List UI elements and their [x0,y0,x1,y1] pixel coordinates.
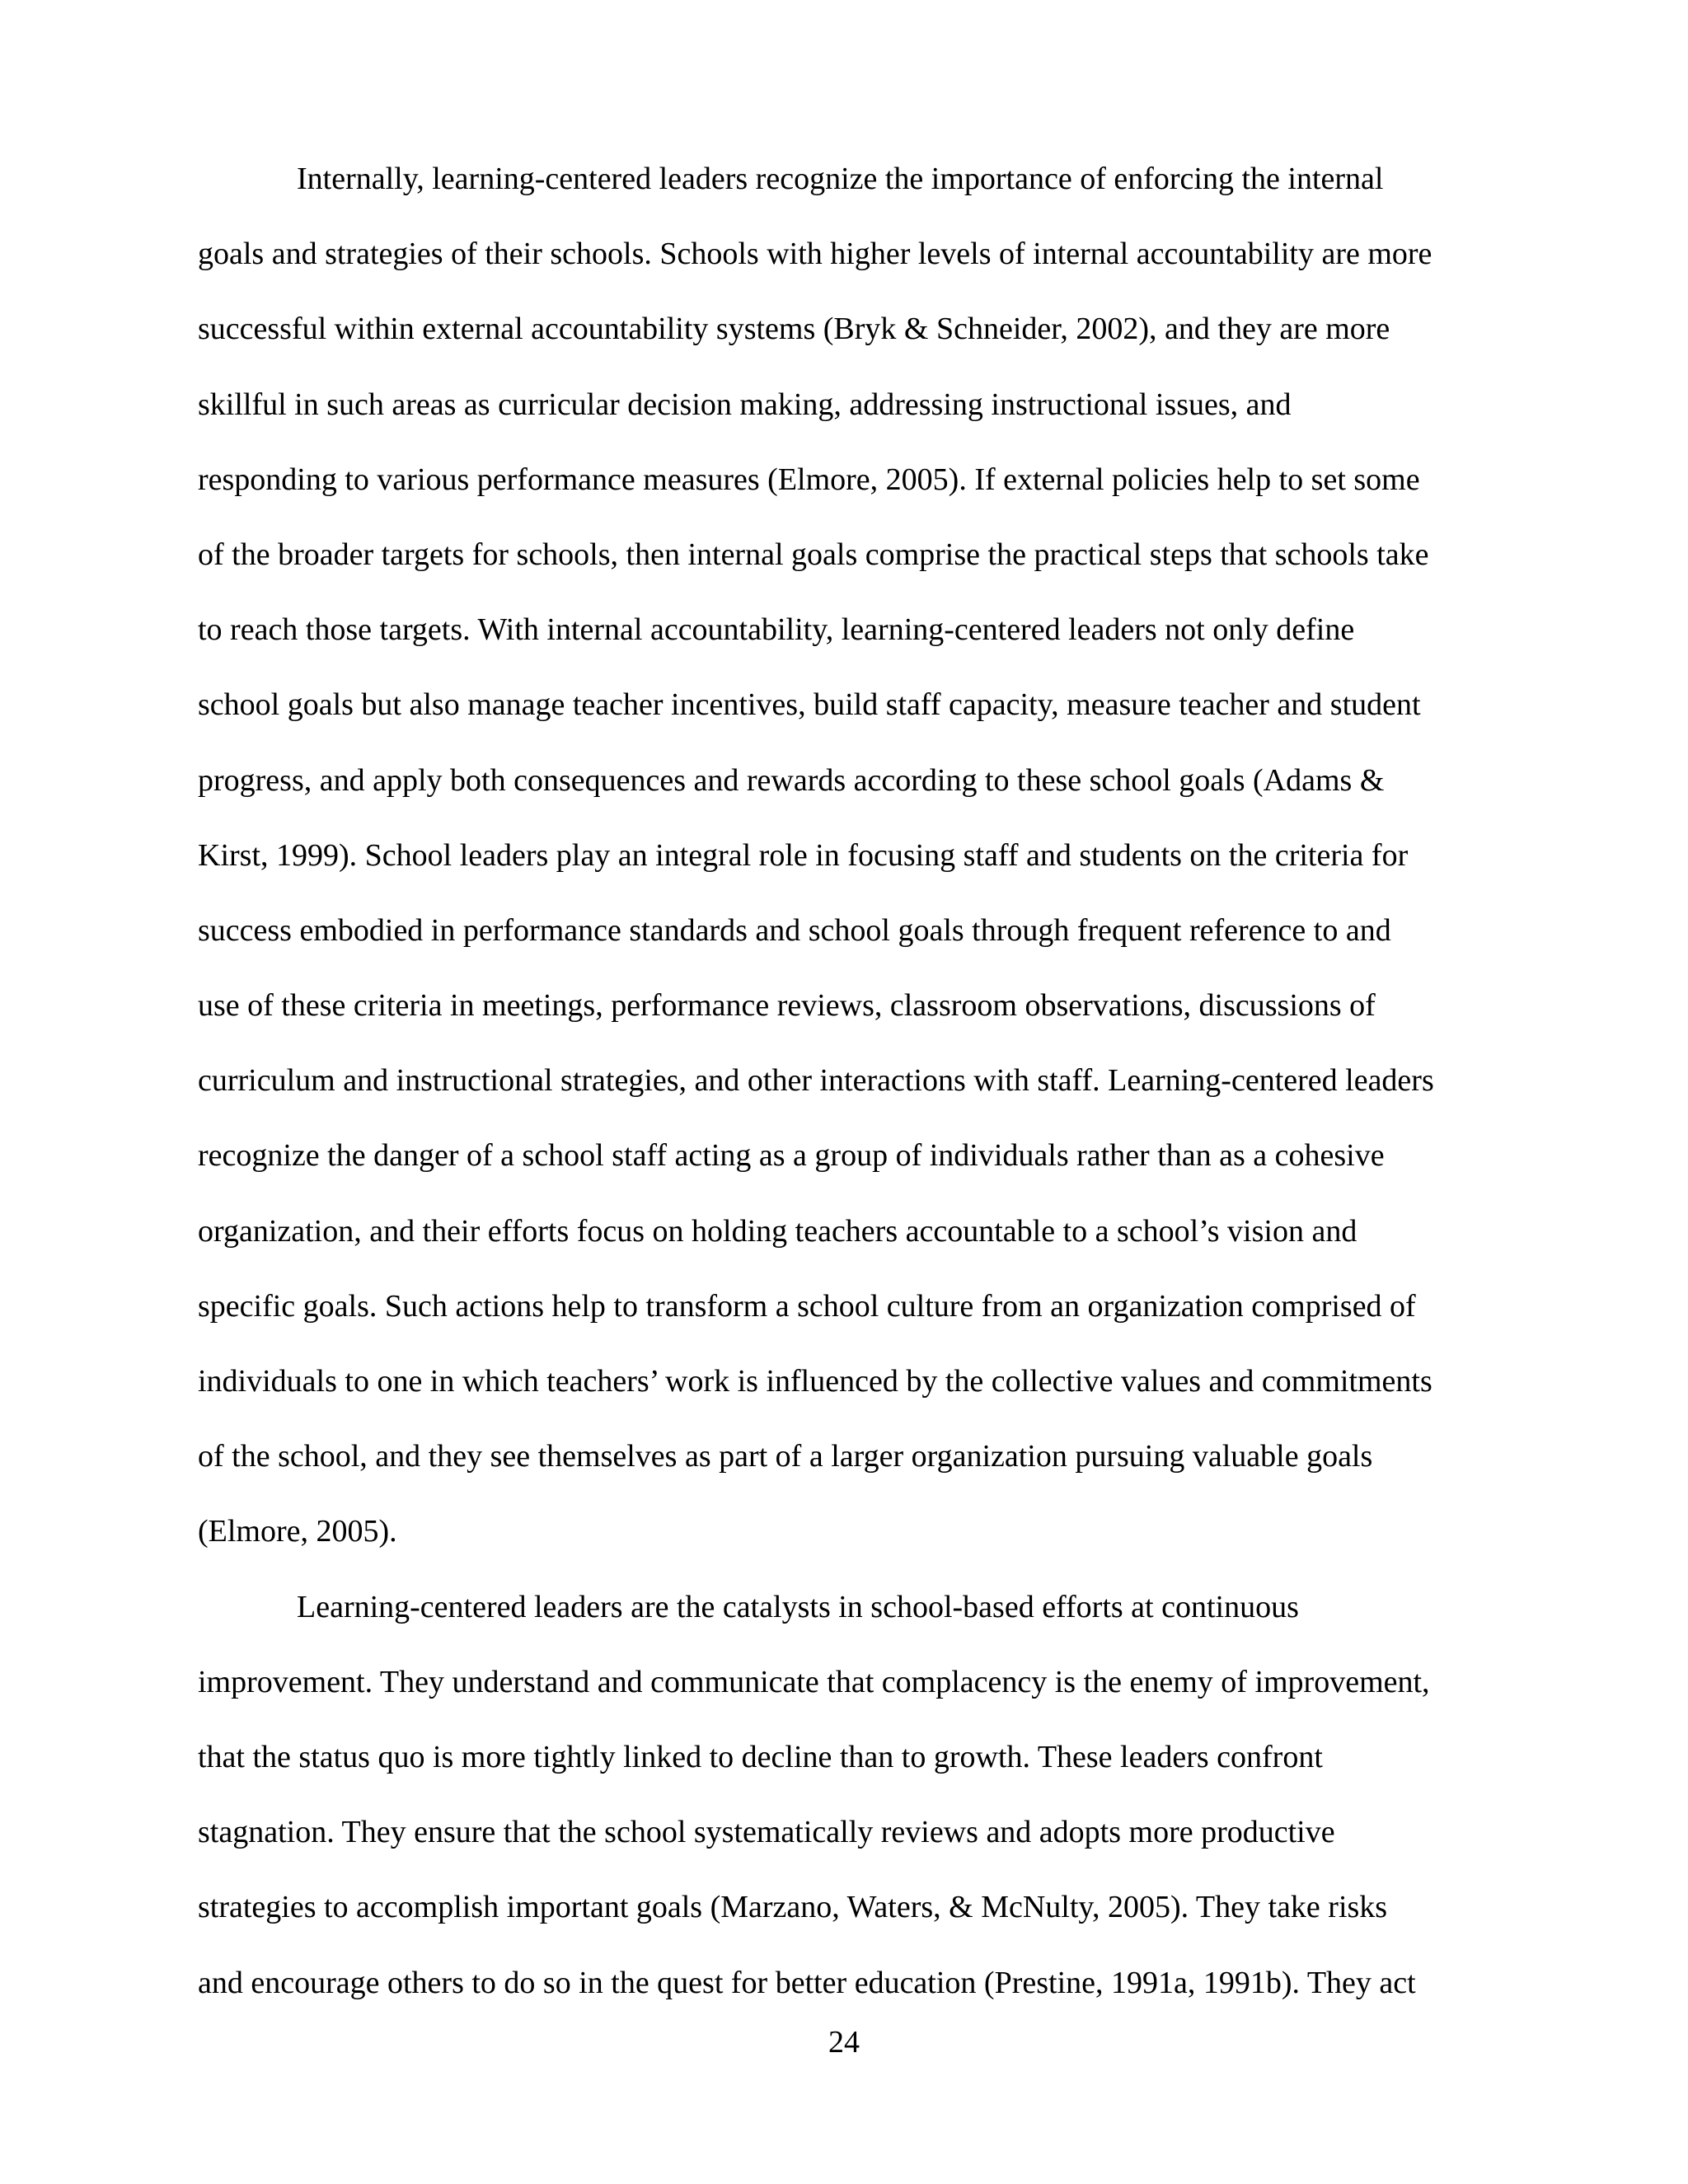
paragraph-line: individuals to one in which teachers’ work is influenced by the collective values and commitments [198,1364,1432,1399]
paragraph-line: school goals but also manage teacher incentives, build staff capacity, measure teacher and student [198,687,1421,723]
paragraph-line: use of these criteria in meetings, performance reviews, classroom observations, discussions of [198,988,1376,1024]
paragraph-line: specific goals. Such actions help to transform a school culture from an organization comprised of [198,1288,1416,1324]
paragraph-2 [198,1581,1500,2032]
paragraph-line: goals and strategies of their schools. Schools with higher levels of internal accountability are more [198,237,1432,272]
paragraph-line: stagnation. They ensure that the school systematically reviews and adopts more productive [198,1815,1335,1850]
paragraph-line: skillful in such areas as curricular decision making, addressing instructional issues, and [198,387,1292,422]
paragraph-line: successful within external accountability systems (Bryk & Schneider, 2002), and they are more [198,312,1390,347]
paragraph-line: that the status quo is more tightly linked to decline than to growth. These leaders confront [198,1739,1323,1774]
paragraph-line: Learning-centered leaders are the catalysts in school-based efforts at continuous [297,1589,1299,1624]
paragraph-line: strategies to accomplish important goals (Marzano, Waters, & McNulty, 2005). They take risks [198,1890,1388,1925]
paragraph-line: responding to various performance measures (Elmore, 2005). If external policies help to set some [198,462,1420,497]
paragraph-line: curriculum and instructional strategies, and other interactions with staff. Learning-centered leaders [198,1063,1434,1099]
paragraph-1 [198,152,1500,1581]
paragraph-line: organization, and their efforts focus on holding teachers accountable to a school’s vision and [198,1213,1357,1249]
paragraph-line: success embodied in performance standards and school goals through frequent reference to and [198,912,1391,948]
paragraph-line: of the broader targets for schools, then internal goals comprise the practical steps that schools take [198,537,1429,572]
paragraph-line: recognize the danger of a school staff acting as a group of individuals rather than as a cohesive [198,1138,1385,1174]
body-text [198,152,1500,2032]
paragraph-line: and encourage others to do so in the quest for better education (Prestine, 1991a, 1991b). They act [198,1965,1416,2000]
paragraph-line: to reach those targets. With internal accountability, learning-centered leaders not only define [198,612,1355,648]
paragraph-line: Internally, learning-centered leaders recognize the importance of enforcing the internal [297,162,1384,196]
paragraph-line: of the school, and they see themselves as part of a larger organization pursuing valuable goals [198,1439,1373,1474]
paragraph-line: Kirst, 1999). School leaders play an integral role in focusing staff and students on the criteria for [198,837,1409,873]
page-number: 24 [828,2025,860,2060]
paragraph-line: progress, and apply both consequences and rewards according to these school goals (Adams & [198,762,1385,798]
paragraph-line: improvement. They understand and communicate that complacency is the enemy of improvement, [198,1664,1430,1699]
paragraph-line: (Elmore, 2005). [198,1514,397,1549]
